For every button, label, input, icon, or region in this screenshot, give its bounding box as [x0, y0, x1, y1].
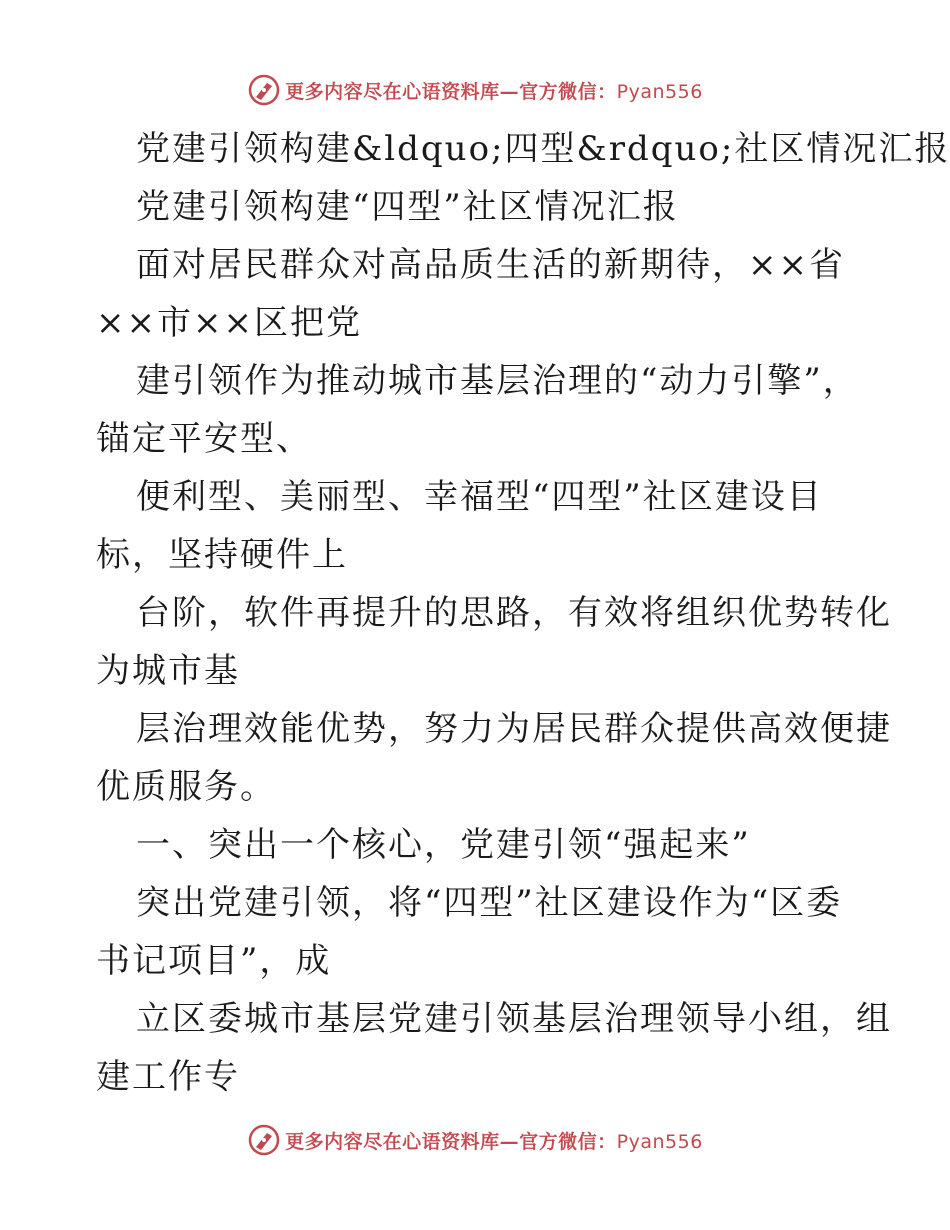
text-line: 锚定平安型、: [96, 419, 312, 459]
text-line: 立区委城市基层党建引领基层治理领导小组，组: [136, 999, 892, 1039]
pen-nib-logo-icon: [247, 1123, 281, 1157]
watermark-text: 更多内容尽在心语资料库—官方微信：Pyan556: [285, 1130, 703, 1153]
text-line: 建引领作为推动城市基层治理的“动力引擎”，: [136, 361, 859, 401]
text-line: 标，坚持硬件上: [96, 535, 348, 575]
text-line: 便利型、美丽型、幸福型“四型”社区建设目: [136, 477, 823, 517]
watermark-banner-bottom: [0, 1120, 950, 1160]
text-line: 为城市基: [96, 651, 240, 691]
text-line: 书记项目”，成: [96, 941, 332, 981]
text-line: 一、突出一个核心，党建引领“强起来”: [136, 825, 751, 865]
text-line: 建工作专: [96, 1057, 240, 1097]
text-line: 面对居民群众对高品质生活的新期待，××省: [136, 245, 845, 285]
text-line: 突出党建引领，将“四型”社区建设作为“区委: [136, 883, 843, 923]
text-line: 台阶，软件再提升的思路，有效将组织优势转化: [136, 593, 892, 633]
text-line: 党建引领构建“四型”社区情况汇报: [136, 187, 679, 227]
text-line: 优质服务。: [96, 767, 276, 807]
watermark-text: 更多内容尽在心语资料库—官方微信：Pyan556: [285, 80, 703, 103]
pen-nib-logo-icon: [247, 73, 281, 107]
document-body: [96, 120, 950, 1106]
watermark-banner-top: [0, 70, 950, 110]
text-line: 层治理效能优势，努力为居民群众提供高效便捷: [136, 709, 892, 749]
text-line: ××市××区把党: [96, 303, 362, 343]
text-line: 党建引领构建&ldquo;四型&rdquo;社区情况汇报: [136, 129, 950, 169]
